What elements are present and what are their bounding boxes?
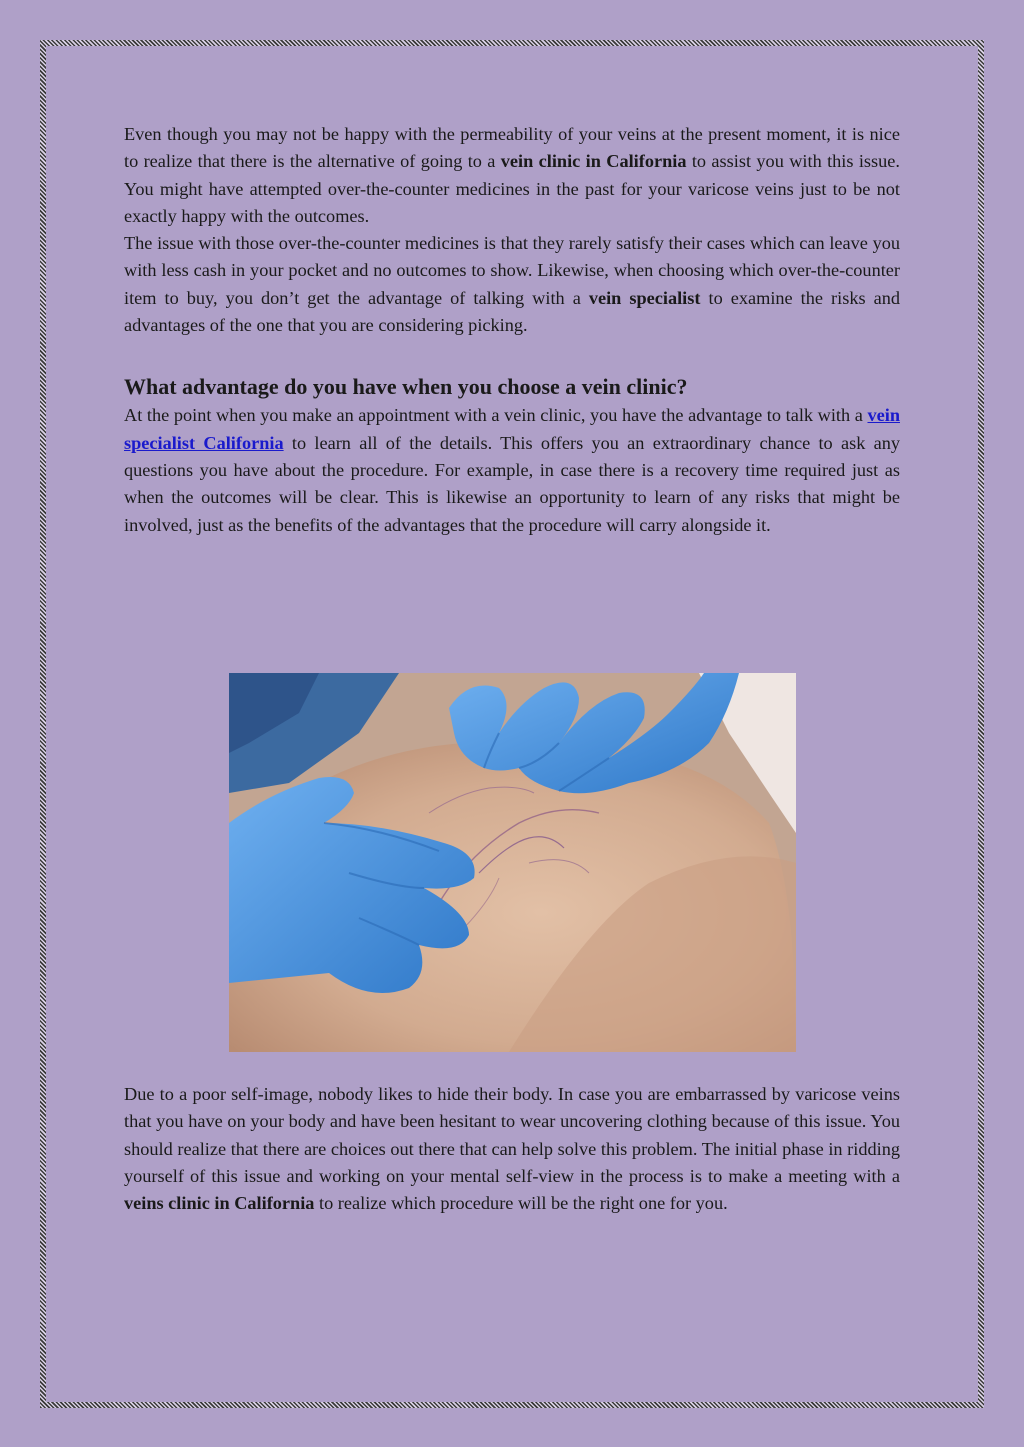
paragraph-appointment-text-end: to learn all of the details. This offers you an extraordinary chance to ask any questions you have about the procedure. For example, in case there is a recovery time required just as when the outcomes will be clear. This is likewise an opportunity to learn of any risks that might be involved, just as the benefits of the advantages that the procedure will carry alongside it.	[124, 432, 901, 535]
article-body	[124, 121, 900, 539]
paragraph-closing-text-end: to realize which procedure will be the right one for you.	[314, 1193, 728, 1214]
paragraph-intro-text: Even though you may not be happy with the permeability of your veins at the present moment, it is nice to realize that there is the alternative of going to a	[124, 124, 900, 172]
paragraph-otc-text: The issue with those over-the-counter medicines is that they rarely satisfy their cases which can leave you with less cash in your pocket and no outcomes to show. Likewise, when choosing which over-the-counter item to buy, you don’t get the advantage of talking with a	[124, 233, 900, 308]
section-heading: What advantage do you have when you choose a vein clinic?	[124, 374, 688, 400]
paragraph-otc-text-end: to examine the risks and advantages of the one that you are considering picking.	[124, 287, 900, 336]
paragraph-intro-text-end: to assist you with this issue. You might have attempted over-the-counter medicines in the past for your varicose veins just to be not exactly happy with the outcomes.	[124, 151, 900, 226]
keyword-vein-specialist: vein specialist	[588, 287, 701, 308]
paragraph-closing-text: Due to a poor self-image, nobody likes to hide their body. In case you are embarrassed by varicose veins that you have on your body and have been hesitant to wear uncovering clothing because of this issue. You should realize that there are choices out there that can help solve this problem. The initial phase in ridding yourself of this issue and working on your mental self-view in the process is to make a meeting with a	[124, 1084, 900, 1186]
varicose-veins-photo	[229, 673, 796, 1052]
paragraph-otc-medicines	[124, 230, 900, 339]
keyword-vein-clinic-california: vein clinic in California	[500, 151, 687, 172]
paragraph-closing	[124, 1081, 900, 1217]
paragraph-intro	[124, 121, 900, 230]
keyword-veins-clinic-california: veins clinic in California	[124, 1193, 315, 1214]
paragraph-appointment	[124, 402, 900, 538]
paragraph-appointment-text: At the point when you make an appointment with a vein clinic, you have the advantage to talk with a	[124, 405, 868, 426]
vein-specialist-california-link[interactable]: vein specialist California	[124, 405, 900, 453]
paragraph-closing-wrapper	[124, 1081, 900, 1217]
